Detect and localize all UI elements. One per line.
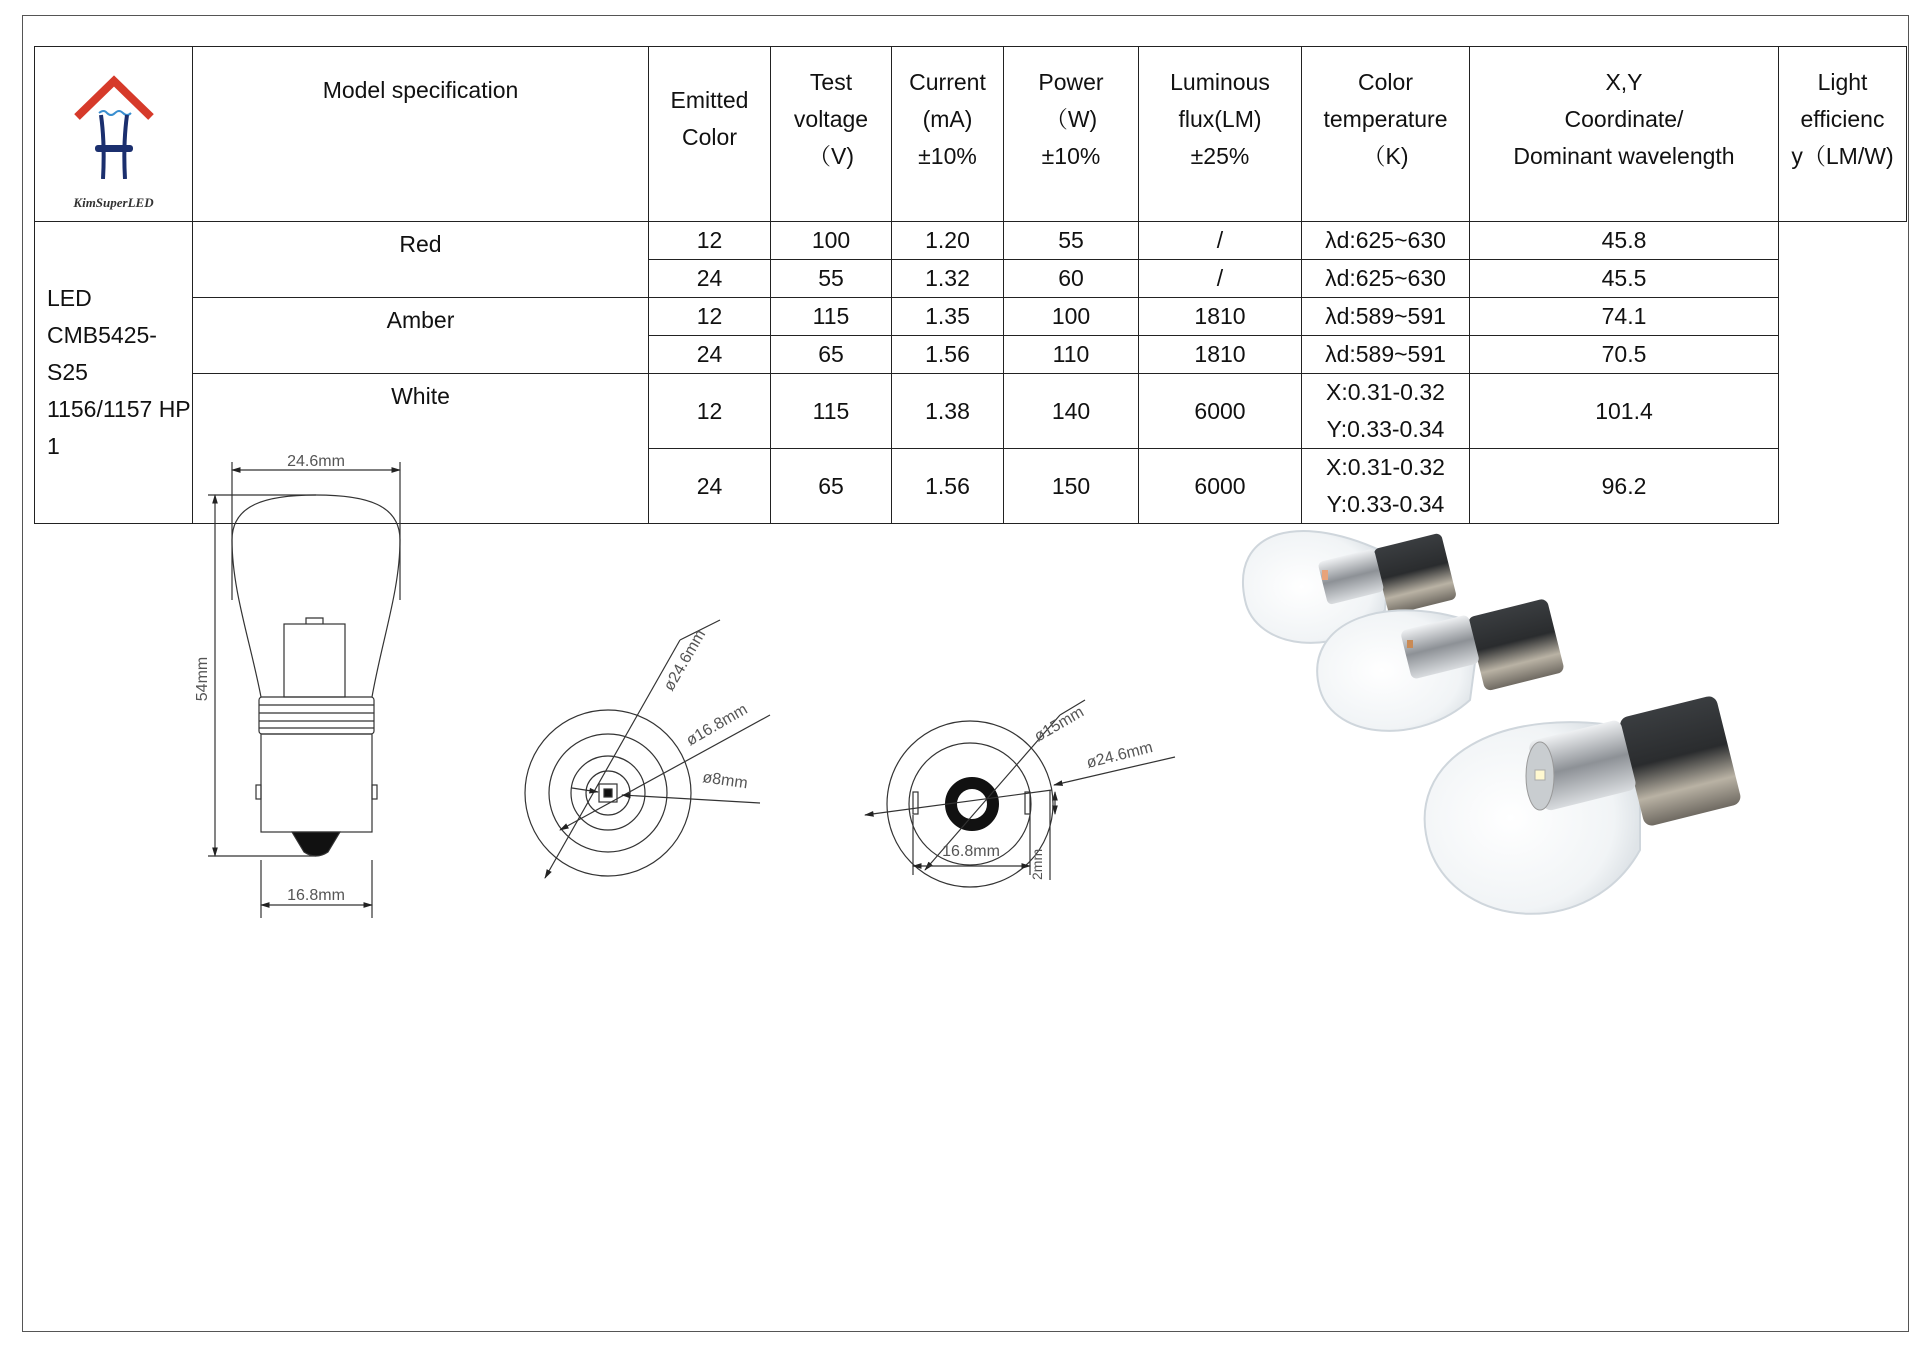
power-cell: 1.56 (892, 336, 1004, 374)
xy-coordinate-cell: λd:625~630 (1302, 260, 1470, 298)
efficiency-cell: 74.1 (1470, 298, 1779, 336)
test-voltage-cell: 12 (649, 222, 771, 260)
header-label: ±25% (1190, 142, 1250, 169)
emitted-color-cell: Amber (193, 298, 649, 374)
efficiency-cell: 70.5 (1470, 336, 1779, 374)
back-view-drawing (865, 700, 1175, 887)
header-label: Power (1038, 68, 1104, 95)
color-temp-cell: 6000 (1139, 449, 1302, 524)
power-cell: 1.35 (892, 298, 1004, 336)
dim-label-front-outer: ø24.6mm (660, 626, 710, 694)
header-label: Emitted (670, 87, 749, 113)
header-label: （K) (1362, 142, 1409, 169)
flux-cell: 110 (1004, 336, 1139, 374)
model-name-cell: LED CMB5425-S25 1156/1157 HP 1 (35, 222, 193, 524)
test-voltage-cell: 12 (649, 374, 771, 449)
header-label: Color (1358, 68, 1413, 95)
header-label: Luminous (1170, 68, 1270, 95)
efficiency-cell: 45.8 (1470, 222, 1779, 260)
header-label: ±10% (918, 142, 977, 169)
test-voltage-cell: 12 (649, 298, 771, 336)
header-label: Current (909, 68, 986, 95)
dim-label-front-middle: ø16.8mm (683, 700, 751, 750)
flux-cell: 60 (1004, 260, 1139, 298)
efficiency-cell: 45.5 (1470, 260, 1779, 298)
header-label: voltage (793, 105, 869, 132)
current-cell: 65 (771, 336, 892, 374)
power-cell: 1.56 (892, 449, 1004, 524)
color-temp-cell: 1810 (1139, 336, 1302, 374)
header-label: efficienc (1800, 105, 1885, 132)
dim-label-front-inner: ø8mm (701, 769, 749, 793)
xy-coordinate-cell: X:0.31-0.32 Y:0.33-0.34 (1302, 374, 1470, 449)
efficiency-cell: 96.2 (1470, 449, 1779, 524)
front-view-drawing (525, 620, 770, 878)
xy-coordinate-cell: λd:589~591 (1302, 298, 1470, 336)
color-temp-cell: 6000 (1139, 374, 1302, 449)
header-label: X,Y (1605, 68, 1643, 95)
emitted-color-cell: Red (193, 222, 649, 298)
flux-cell: 55 (1004, 222, 1139, 260)
current-cell: 115 (771, 374, 892, 449)
header-label: Dominant wavelength (1513, 142, 1735, 169)
xy-coordinate-cell: λd:625~630 (1302, 222, 1470, 260)
power-cell: 1.20 (892, 222, 1004, 260)
color-temp-cell: / (1139, 260, 1302, 298)
bulb-white (1425, 695, 1743, 914)
power-cell: 1.32 (892, 260, 1004, 298)
dim-label-width: 24.6mm (287, 453, 345, 470)
color-temp-cell: / (1139, 222, 1302, 260)
dim-label-back-pin: 2mm (1029, 848, 1045, 880)
xy-coordinate-cell: λd:589~591 (1302, 336, 1470, 374)
power-cell: 1.38 (892, 374, 1004, 449)
header-label: Light (1817, 68, 1868, 95)
header-label: Color (682, 124, 737, 150)
header-label: (mA) (922, 105, 973, 132)
ribbed-collar (259, 697, 374, 734)
dim-label-back-outer: ø24.6mm (1084, 739, 1155, 772)
header-label: （V) (808, 142, 854, 169)
product-photo (1243, 531, 1742, 914)
test-voltage-cell: 24 (649, 260, 771, 298)
xy-coordinate-cell: X:0.31-0.32 Y:0.33-0.34 (1302, 449, 1470, 524)
current-cell: 100 (771, 222, 892, 260)
flux-cell: 100 (1004, 298, 1139, 336)
logo-brand-text: KimSuperLED (73, 195, 154, 210)
current-cell: 55 (771, 260, 892, 298)
emitted-color-cell: White (193, 374, 649, 524)
current-cell: 65 (771, 449, 892, 524)
header-label: ±10% (1041, 142, 1101, 169)
header-label: Coordinate/ (1564, 105, 1684, 132)
flux-cell: 140 (1004, 374, 1139, 449)
current-cell: 115 (771, 298, 892, 336)
efficiency-cell: 101.4 (1470, 374, 1779, 449)
header-label: （W) (1044, 105, 1098, 132)
dim-label-back-base: 16.8mm (942, 843, 1000, 860)
test-voltage-cell: 24 (649, 336, 771, 374)
test-voltage-cell: 24 (649, 449, 771, 524)
side-view-drawing (208, 462, 400, 918)
dim-label-base: 16.8mm (287, 887, 345, 904)
header-label: y（LM/W) (1791, 142, 1894, 169)
header-label: temperature (1323, 105, 1448, 132)
color-temp-cell: 1810 (1139, 298, 1302, 336)
flux-cell: 150 (1004, 449, 1139, 524)
header-label: Test (809, 68, 853, 95)
header-label: flux(LM) (1178, 105, 1262, 132)
dim-label-back-inner: ø15mm (1031, 703, 1087, 746)
dim-label-height: 54mm (194, 656, 211, 702)
header-model-label: Model specification (322, 77, 519, 103)
